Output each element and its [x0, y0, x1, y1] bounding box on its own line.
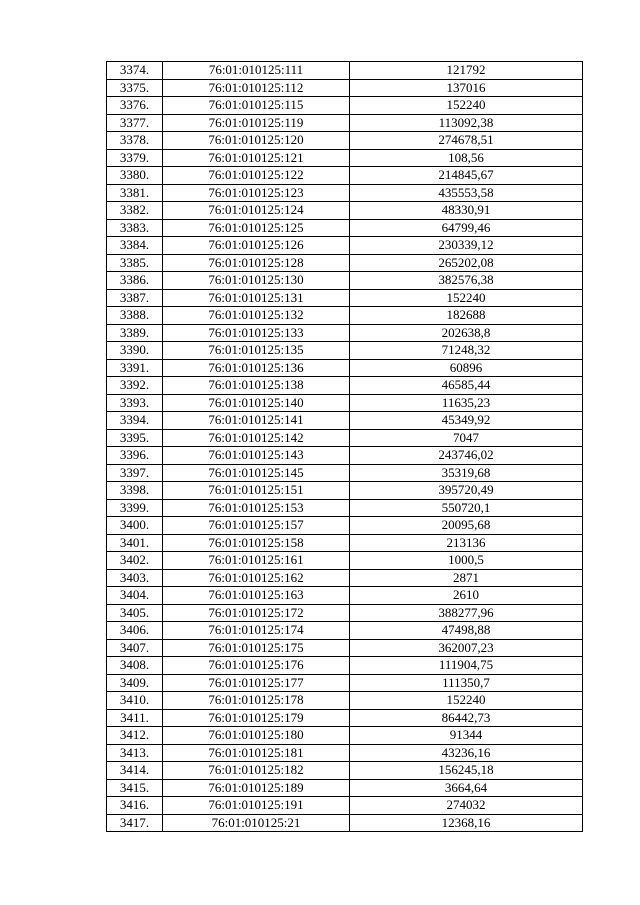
cadastral-number-cell: 76:01:010125:181	[163, 744, 350, 762]
table-row	[107, 657, 583, 675]
value-cell: 2871	[350, 569, 583, 587]
row-number-cell: 3383.	[107, 219, 163, 237]
table-row	[107, 499, 583, 517]
cadastral-number-cell: 76:01:010125:162	[163, 569, 350, 587]
value-cell: 152240	[350, 289, 583, 307]
row-number-cell: 3393.	[107, 394, 163, 412]
row-number-cell: 3374.	[107, 62, 163, 80]
row-number-cell: 3379.	[107, 149, 163, 167]
cadastral-number-cell: 76:01:010125:177	[163, 674, 350, 692]
value-cell: 550720,1	[350, 499, 583, 517]
row-number-cell: 3399.	[107, 499, 163, 517]
value-cell: 382576,38	[350, 272, 583, 290]
row-number-cell: 3376.	[107, 97, 163, 115]
value-cell: 12368,16	[350, 814, 583, 832]
value-cell: 265202,08	[350, 254, 583, 272]
value-cell: 395720,49	[350, 482, 583, 500]
table-row	[107, 814, 583, 832]
row-number-cell: 3408.	[107, 657, 163, 675]
cadastral-number-cell: 76:01:010125:133	[163, 324, 350, 342]
value-cell: 86442,73	[350, 709, 583, 727]
value-cell: 156245,18	[350, 762, 583, 780]
row-number-cell: 3407.	[107, 639, 163, 657]
table-row	[107, 692, 583, 710]
value-cell: 214845,67	[350, 167, 583, 185]
row-number-cell: 3375.	[107, 79, 163, 97]
table-row	[107, 552, 583, 570]
value-cell: 111904,75	[350, 657, 583, 675]
value-cell: 230339,12	[350, 237, 583, 255]
value-cell: 35319,68	[350, 464, 583, 482]
table-row	[107, 482, 583, 500]
cadastral-number-cell: 76:01:010125:175	[163, 639, 350, 657]
table-row	[107, 342, 583, 360]
value-cell: 2610	[350, 587, 583, 605]
value-cell: 388277,96	[350, 604, 583, 622]
table-row	[107, 202, 583, 220]
value-cell: 91344	[350, 727, 583, 745]
value-cell: 11635,23	[350, 394, 583, 412]
cadastral-number-cell: 76:01:010125:115	[163, 97, 350, 115]
table-row	[107, 569, 583, 587]
cadastral-number-cell: 76:01:010125:172	[163, 604, 350, 622]
cadastral-number-cell: 76:01:010125:151	[163, 482, 350, 500]
value-cell: 152240	[350, 692, 583, 710]
value-cell: 113092,38	[350, 114, 583, 132]
cadastral-number-cell: 76:01:010125:191	[163, 797, 350, 815]
row-number-cell: 3397.	[107, 464, 163, 482]
value-cell: 20095,68	[350, 517, 583, 535]
table-row	[107, 727, 583, 745]
cadastral-number-cell: 76:01:010125:189	[163, 779, 350, 797]
row-number-cell: 3388.	[107, 307, 163, 325]
table-row	[107, 272, 583, 290]
row-number-cell: 3412.	[107, 727, 163, 745]
row-number-cell: 3387.	[107, 289, 163, 307]
cadastral-number-cell: 76:01:010125:132	[163, 307, 350, 325]
table-row	[107, 517, 583, 535]
row-number-cell: 3382.	[107, 202, 163, 220]
row-number-cell: 3415.	[107, 779, 163, 797]
value-cell: 362007,23	[350, 639, 583, 657]
table-row	[107, 604, 583, 622]
table-body	[107, 62, 583, 832]
row-number-cell: 3385.	[107, 254, 163, 272]
table-row	[107, 184, 583, 202]
row-number-cell: 3392.	[107, 377, 163, 395]
row-number-cell: 3402.	[107, 552, 163, 570]
row-number-cell: 3417.	[107, 814, 163, 832]
table-row	[107, 132, 583, 150]
cadastral-number-cell: 76:01:010125:180	[163, 727, 350, 745]
cadastral-number-cell: 76:01:010125:131	[163, 289, 350, 307]
cadastral-number-cell: 76:01:010125:130	[163, 272, 350, 290]
value-cell: 243746,02	[350, 447, 583, 465]
value-cell: 213136	[350, 534, 583, 552]
row-number-cell: 3400.	[107, 517, 163, 535]
row-number-cell: 3410.	[107, 692, 163, 710]
table-row	[107, 394, 583, 412]
value-cell: 202638,8	[350, 324, 583, 342]
row-number-cell: 3413.	[107, 744, 163, 762]
cadastral-number-cell: 76:01:010125:138	[163, 377, 350, 395]
value-cell: 137016	[350, 79, 583, 97]
row-number-cell: 3405.	[107, 604, 163, 622]
table-row	[107, 744, 583, 762]
cadastral-number-cell: 76:01:010125:179	[163, 709, 350, 727]
value-cell: 60896	[350, 359, 583, 377]
data-table	[106, 61, 583, 832]
cadastral-number-cell: 76:01:010125:119	[163, 114, 350, 132]
row-number-cell: 3403.	[107, 569, 163, 587]
table-row	[107, 114, 583, 132]
value-cell: 111350,7	[350, 674, 583, 692]
cadastral-number-cell: 76:01:010125:140	[163, 394, 350, 412]
table-row	[107, 464, 583, 482]
cadastral-number-cell: 76:01:010125:174	[163, 622, 350, 640]
cadastral-number-cell: 76:01:010125:161	[163, 552, 350, 570]
cadastral-number-cell: 76:01:010125:124	[163, 202, 350, 220]
row-number-cell: 3416.	[107, 797, 163, 815]
table-row	[107, 359, 583, 377]
cadastral-number-cell: 76:01:010125:176	[163, 657, 350, 675]
cadastral-number-cell: 76:01:010125:143	[163, 447, 350, 465]
table-row	[107, 254, 583, 272]
cadastral-number-cell: 76:01:010125:145	[163, 464, 350, 482]
table-row	[107, 79, 583, 97]
cadastral-number-cell: 76:01:010125:123	[163, 184, 350, 202]
value-cell: 152240	[350, 97, 583, 115]
row-number-cell: 3411.	[107, 709, 163, 727]
table-row	[107, 377, 583, 395]
cadastral-number-cell: 76:01:010125:112	[163, 79, 350, 97]
table-row	[107, 219, 583, 237]
table-row	[107, 762, 583, 780]
table-row	[107, 587, 583, 605]
cadastral-number-cell: 76:01:010125:158	[163, 534, 350, 552]
row-number-cell: 3396.	[107, 447, 163, 465]
table-row	[107, 289, 583, 307]
row-number-cell: 3377.	[107, 114, 163, 132]
row-number-cell: 3394.	[107, 412, 163, 430]
row-number-cell: 3390.	[107, 342, 163, 360]
cadastral-number-cell: 76:01:010125:21	[163, 814, 350, 832]
value-cell: 48330,91	[350, 202, 583, 220]
table-row	[107, 622, 583, 640]
table-row	[107, 324, 583, 342]
row-number-cell: 3389.	[107, 324, 163, 342]
table-row	[107, 709, 583, 727]
table-row	[107, 639, 583, 657]
cadastral-number-cell: 76:01:010125:141	[163, 412, 350, 430]
row-number-cell: 3401.	[107, 534, 163, 552]
table-row	[107, 797, 583, 815]
row-number-cell: 3391.	[107, 359, 163, 377]
row-number-cell: 3398.	[107, 482, 163, 500]
cadastral-number-cell: 76:01:010125:122	[163, 167, 350, 185]
value-cell: 71248,32	[350, 342, 583, 360]
value-cell: 435553,58	[350, 184, 583, 202]
cadastral-number-cell: 76:01:010125:125	[163, 219, 350, 237]
cadastral-number-cell: 76:01:010125:157	[163, 517, 350, 535]
row-number-cell: 3380.	[107, 167, 163, 185]
row-number-cell: 3378.	[107, 132, 163, 150]
value-cell: 43236,16	[350, 744, 583, 762]
cadastral-number-cell: 76:01:010125:126	[163, 237, 350, 255]
cadastral-number-cell: 76:01:010125:178	[163, 692, 350, 710]
value-cell: 121792	[350, 62, 583, 80]
row-number-cell: 3414.	[107, 762, 163, 780]
row-number-cell: 3386.	[107, 272, 163, 290]
cadastral-number-cell: 76:01:010125:111	[163, 62, 350, 80]
value-cell: 47498,88	[350, 622, 583, 640]
table-row	[107, 97, 583, 115]
cadastral-number-cell: 76:01:010125:121	[163, 149, 350, 167]
table-row	[107, 429, 583, 447]
cadastral-number-cell: 76:01:010125:163	[163, 587, 350, 605]
value-cell: 46585,44	[350, 377, 583, 395]
cadastral-number-cell: 76:01:010125:135	[163, 342, 350, 360]
cadastral-number-cell: 76:01:010125:182	[163, 762, 350, 780]
value-cell: 45349,92	[350, 412, 583, 430]
table-row	[107, 62, 583, 80]
cadastral-number-cell: 76:01:010125:142	[163, 429, 350, 447]
value-cell: 182688	[350, 307, 583, 325]
cadastral-number-cell: 76:01:010125:120	[163, 132, 350, 150]
table-row	[107, 167, 583, 185]
row-number-cell: 3406.	[107, 622, 163, 640]
table-row	[107, 412, 583, 430]
value-cell: 1000,5	[350, 552, 583, 570]
value-cell: 3664,64	[350, 779, 583, 797]
value-cell: 108,56	[350, 149, 583, 167]
row-number-cell: 3409.	[107, 674, 163, 692]
row-number-cell: 3384.	[107, 237, 163, 255]
row-number-cell: 3395.	[107, 429, 163, 447]
table-row	[107, 307, 583, 325]
value-cell: 274032	[350, 797, 583, 815]
table-row	[107, 149, 583, 167]
value-cell: 274678,51	[350, 132, 583, 150]
row-number-cell: 3404.	[107, 587, 163, 605]
table-row	[107, 237, 583, 255]
table-row	[107, 447, 583, 465]
cadastral-number-cell: 76:01:010125:128	[163, 254, 350, 272]
value-cell: 7047	[350, 429, 583, 447]
table-row	[107, 779, 583, 797]
cadastral-number-cell: 76:01:010125:136	[163, 359, 350, 377]
value-cell: 64799,46	[350, 219, 583, 237]
row-number-cell: 3381.	[107, 184, 163, 202]
table-row	[107, 534, 583, 552]
table-row	[107, 674, 583, 692]
cadastral-number-cell: 76:01:010125:153	[163, 499, 350, 517]
